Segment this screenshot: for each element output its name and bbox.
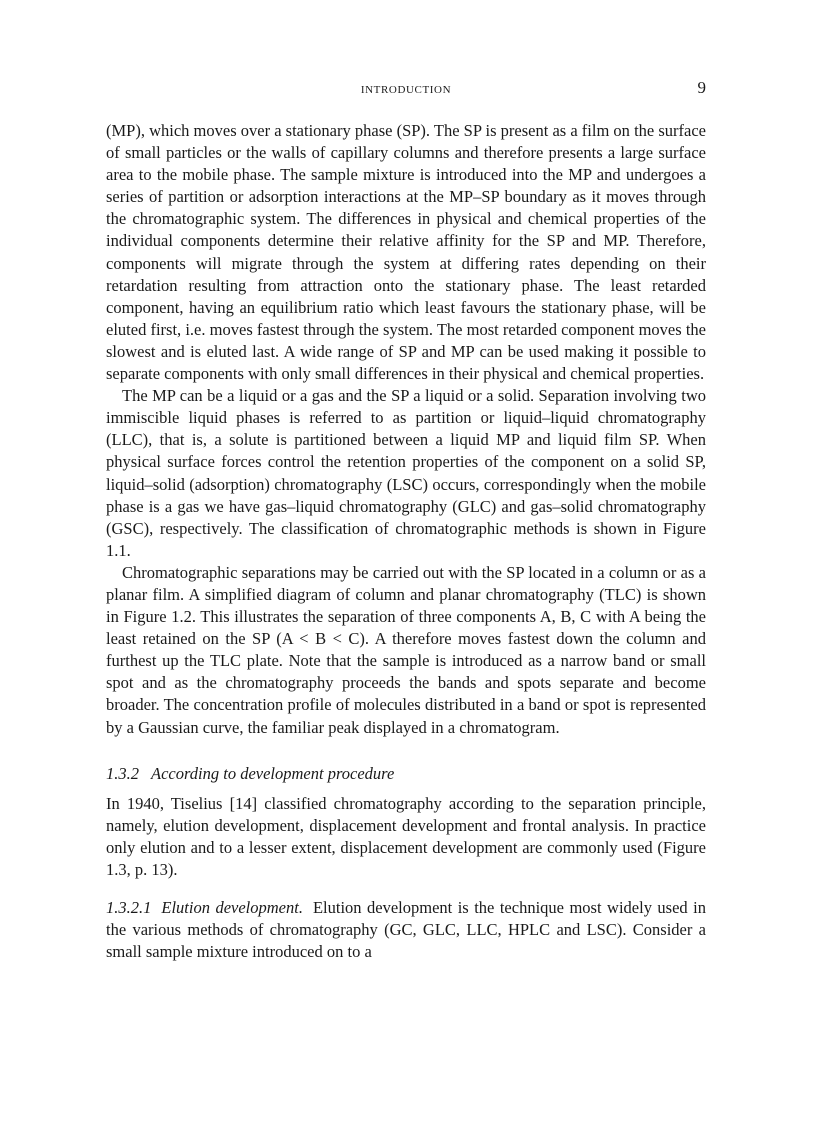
subsection-number: 1.3.2.1 bbox=[106, 898, 152, 917]
section-paragraph: In 1940, Tiselius [14] classified chromatography according to the separation principle, namely, elution development, displacement development and frontal analysis. In practice only elution and to a lesser extent, displacement development are commonly used (Figure 1.3, p. 13). bbox=[106, 793, 706, 879]
section-title: According to development procedure bbox=[151, 763, 395, 783]
subsection-title: Elution development. bbox=[161, 898, 303, 917]
body-paragraph-2: The MP can be a liquid or a gas and the SP a liquid or a solid. Separation involving two immiscible liquid phases is referred to as partition or liquid–liquid chromatography (LLC), that is, a solute is partitioned between a liquid MP and liquid film SP. When physical surface forces control the retention properties of the component on a solid SP, liquid–solid (adsorption) chromatography (LSC) occurs, correspondingly when the mobile phase is a gas we have gas–liquid chromatography (GLC) and gas–solid chromatography (GSC), respectively. The classification of chromatographic methods is shown in Figure 1.1. bbox=[106, 386, 706, 560]
body-paragraph-3: Chromatographic separations may be carried out with the SP located in a column or as a planar film. A simplified diagram of column and planar chromatography (TLC) is shown in Figure 1.2. This illustrates the separation of three components A, B, C with A being the least retained on the SP (A < B < C). A therefore moves fastest down the column and furthest up the TLC plate. Note that the sample is introduced as a narrow band or small spot and as the chromatography proceeds the bands and spots separate and become broader. The concentration profile of molecules distributed in a band or spot is represented by a Gaussian curve, the familiar peak displayed in a chromatogram. bbox=[106, 562, 706, 737]
section-heading bbox=[106, 763, 706, 785]
page-number: 9 bbox=[697, 78, 706, 97]
page bbox=[106, 78, 706, 963]
section-number: 1.3.2 bbox=[106, 763, 139, 783]
running-title: INTRODUCTION bbox=[360, 84, 452, 96]
running-header bbox=[106, 78, 706, 102]
subsection-body: Elution development is the technique most widely used in the various methods of chromatography (GC, GLC, LLC, HPLC and LSC). Consider a small sample mixture introduced on to a bbox=[106, 898, 706, 962]
subsection-paragraph bbox=[106, 897, 706, 963]
body-paragraph-1: (MP), which moves over a stationary phase (SP). The SP is present as a film on the surface of small particles or the walls of capillary columns and therefore presents a large surface area to the mobile phase. The sample mixture is introduced into the MP and undergoes a series of partition or adsorption interactions at the MP–SP boundary as it moves through the chromatographic system. The differences in physical and chemical properties of the individual components determine their relative affinity for the SP and MP. Therefore, components will migrate through the system at differing rates depending on their retardation resulting from attraction onto the stationary phase. The least retarded component, having an equilibrium ratio which least favours the stationary phase, will be eluted first, i.e. moves fastest through the system. The most retarded component moves the slowest and is eluted last. A wide range of SP and MP can be used making it possible to separate components with only small differences in their physical and chemical properties. bbox=[106, 121, 706, 384]
